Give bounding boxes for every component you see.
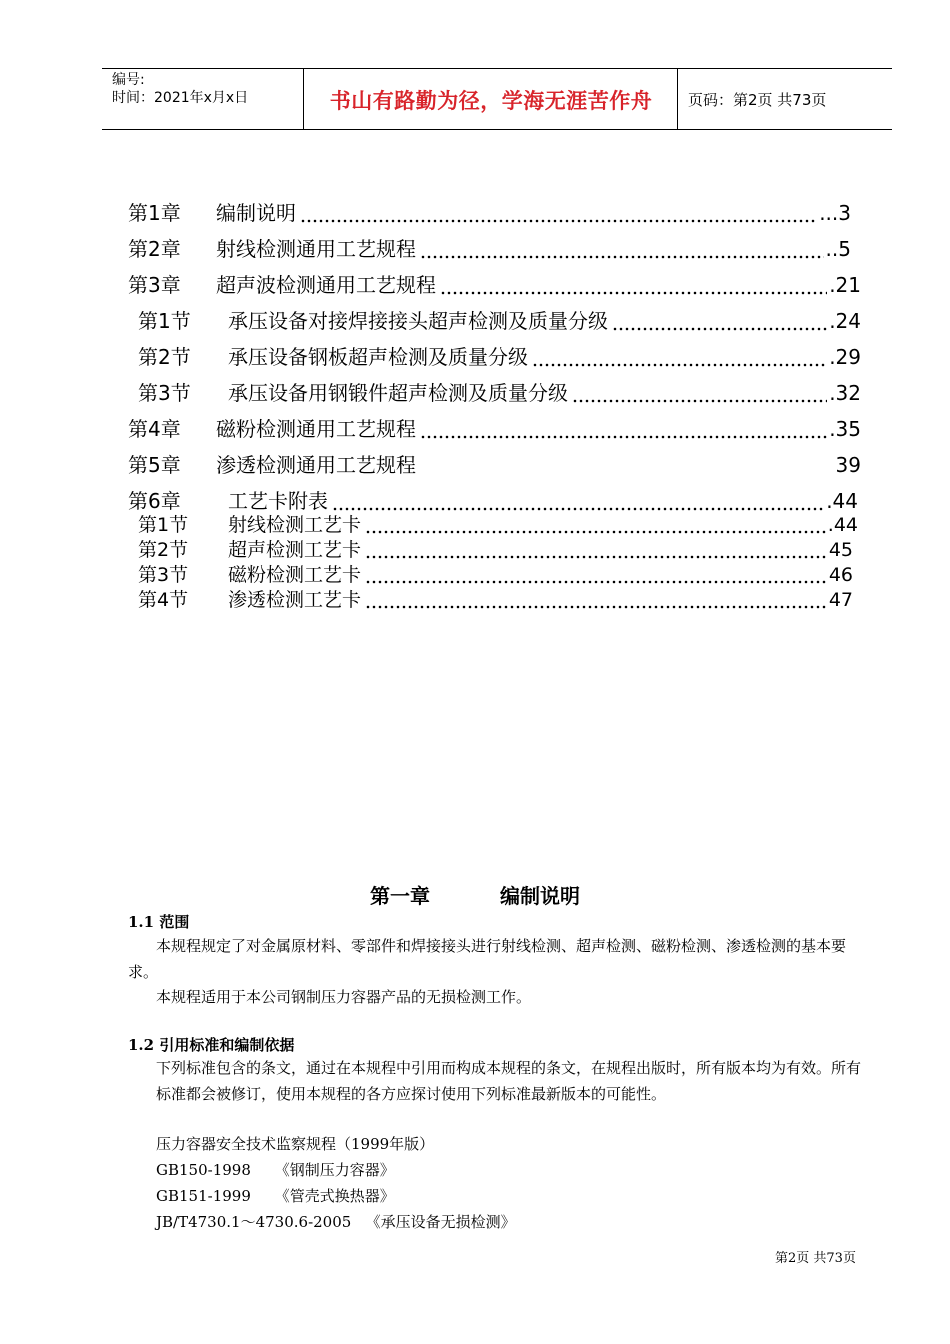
toc-number: 第3章 [128,273,181,297]
toc-page: .32 [829,381,861,405]
toc-number: 第2章 [128,237,181,261]
toc-leader [365,555,827,559]
paragraph: 本规程适用于本公司钢制压力容器产品的无损检测工作。 [156,988,532,1006]
section-heading: 1.1 范围 [128,913,190,931]
chapter-number: 第一章 [370,884,431,908]
toc-number: 第3节 [138,381,191,405]
toc-page: 39 [835,453,861,477]
toc-page: 46 [828,564,853,586]
toc-page: .44 [827,514,858,536]
toc-leader [300,219,817,223]
toc-leader [365,580,827,584]
toc-entry[interactable] [128,233,851,262]
toc-leader [365,530,826,534]
toc-number: 第1章 [128,201,181,225]
toc-page: .21 [829,273,861,297]
toc-title: 渗透检测工艺卡 [228,589,362,611]
toc-title: 射线检测工艺卡 [228,514,362,536]
toc-title: 工艺卡附表 [228,489,328,513]
toc-title: 超声检测工艺卡 [228,539,362,561]
toc-leader [420,471,834,475]
toc-entry[interactable] [138,305,861,334]
toc-page: 45 [828,539,853,561]
toc-entry[interactable] [138,377,861,406]
toc-entry[interactable] [138,560,853,587]
toc-page: 47 [828,589,853,611]
toc-page: .29 [829,345,861,369]
header-page-label: 页码：第2页 共73页 [688,91,827,109]
toc-title: 超声波检测通用工艺规程 [216,273,436,297]
toc-page: ..5 [825,237,851,261]
page-header [102,68,892,130]
header-motto: 书山有路勤为径，学海无涯苦作舟 [329,89,653,113]
toc-entry[interactable] [138,585,853,612]
toc-title: 编制说明 [216,201,296,225]
toc-leader [440,291,827,295]
page-footer: 第2页 共73页 [775,1251,856,1266]
toc-number: 第2节 [138,539,189,561]
header-meta [112,71,248,107]
section-heading: 1.2 引用标准和编制依据 [128,1036,295,1054]
chapter-heading [0,880,950,909]
toc-leader [612,327,827,331]
time-label: 时间：2021年x月x日 [112,90,249,106]
paragraph: 下列标准包含的条文，通过在本规程中引用而构成本规程的条文，在规程出版时，所有版本均为有效。所有标准都会被修订，使用本规程的各方应探讨使用下列标准最新版本的可能性。 [156,1059,862,1103]
toc-number: 第5章 [128,453,181,477]
toc-number: 第2节 [138,345,191,369]
toc-page: .35 [829,417,861,441]
toc-leader [532,363,827,367]
reference-item: GB151-1999 《管壳式换热器》 [156,1187,395,1205]
toc-number: 第3节 [138,564,189,586]
toc-entry[interactable] [128,413,861,442]
toc-number: 第6章 [128,489,181,513]
code-label: 编号: [112,72,145,88]
toc-entry[interactable] [138,535,853,562]
toc-page: .24 [829,309,861,333]
toc-title: 磁粉检测通用工艺规程 [216,417,416,441]
toc-leader [572,399,827,403]
toc-entry[interactable] [128,269,861,298]
toc-entry[interactable] [128,197,851,226]
toc-title: 渗透检测通用工艺规程 [216,453,416,477]
reference-item: JB/T4730.1～4730.6-2005 《承压设备无损检测》 [156,1213,516,1231]
header-divider [677,69,678,129]
toc-number: 第4章 [128,417,181,441]
chapter-title: 编制说明 [499,884,580,908]
toc-entry[interactable] [138,341,861,370]
toc-number: 第1节 [138,514,189,536]
toc-number: 第4节 [138,589,189,611]
reference-item: GB150-1998 《钢制压力容器》 [156,1161,395,1179]
toc-title: 承压设备用钢锻件超声检测及质量分级 [228,381,568,405]
toc-page: .44 [826,489,858,513]
paragraph: 本规程规定了对金属原材料、零部件和焊接接头进行射线检测、超声检测、磁粉检测、渗透检测的基本要求。 [128,937,847,981]
toc-leader [420,255,824,259]
toc-leader [420,435,827,439]
toc-title: 承压设备对接焊接接头超声检测及质量分级 [228,309,608,333]
toc-leader [365,605,827,609]
toc-entry[interactable] [138,510,858,537]
toc-title: 磁粉检测工艺卡 [228,564,362,586]
toc-title: 承压设备钢板超声检测及质量分级 [228,345,528,369]
toc-page: ...3 [819,201,851,225]
toc-number: 第1节 [138,309,191,333]
toc-title: 射线检测通用工艺规程 [216,237,416,261]
reference-item: 压力容器安全技术监察规程（1999年版） [156,1135,435,1153]
toc-entry[interactable] [128,449,861,478]
